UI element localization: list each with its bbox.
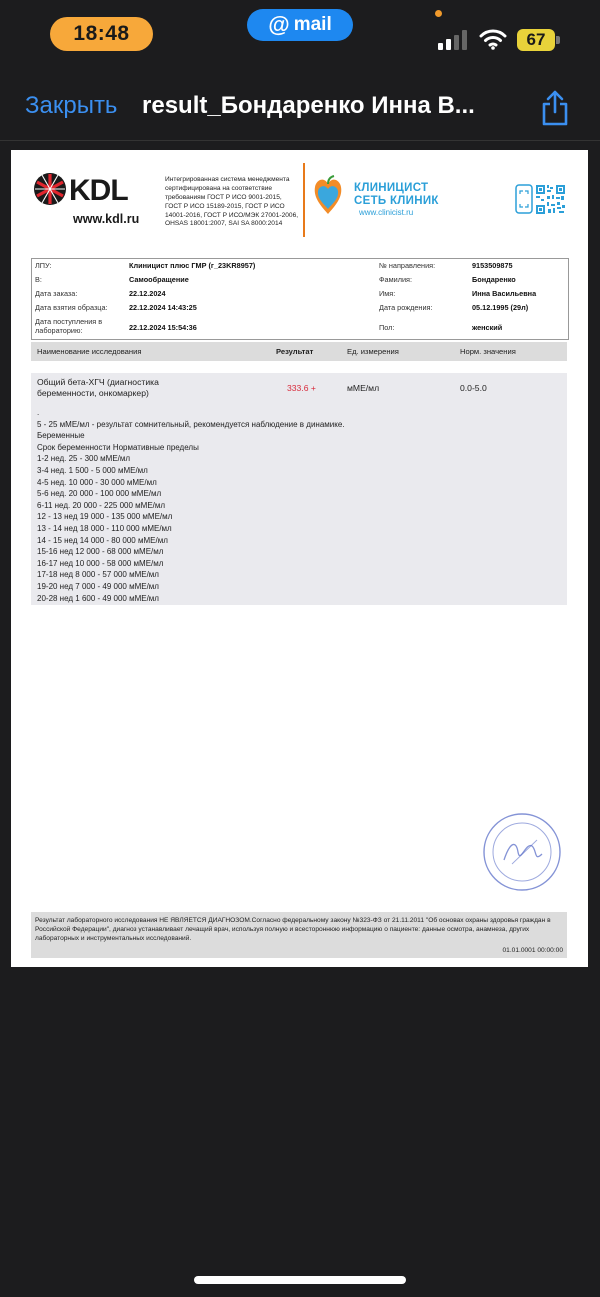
lpu-value: Клиницист плюс ГМР (г_23KR8957) [129,261,256,270]
surname-label: Фамилия: [379,275,413,284]
wifi-icon [479,28,507,50]
name-label: Имя: [379,289,396,298]
kdl-url: www.kdl.ru [73,212,140,226]
battery-level: 67 [517,29,555,51]
share-icon[interactable] [538,89,572,127]
comment-line: 3-4 нед. 1 500 - 5 000 мМЕ/мл [37,465,148,475]
result-value: 333.6 + [287,383,316,393]
navigation-bar [0,82,600,141]
result-norm: 0.0-5.0 [460,383,487,393]
clinic-url: www.clinicist.ru [359,208,414,217]
result-test-name: Общий бета-ХГЧ (диагностика беременности, онкомаркер) [37,377,159,398]
comment-line: 15-16 нед 12 000 - 68 000 мМЕ/мл [37,547,164,557]
kdl-logo [33,172,153,232]
header-result: Результат [276,347,314,356]
status-bar [0,0,600,70]
comment-line: 5-6 нед. 20 000 - 100 000 мМЕ/мл [37,489,162,499]
comment-line: 17-18 нед 8 000 - 57 000 мМЕ/мл [37,570,159,580]
birth-label: Дата рождения: [379,303,433,312]
home-indicator[interactable] [194,1276,406,1284]
comment-line: 19-20 нед 7 000 - 49 000 мМЕ/мл [37,581,159,591]
comment-line: 14 - 15 нед 14 000 - 80 000 мМЕ/мл [37,535,168,545]
at-icon: @ [268,12,290,37]
sample-date-value: 22.12.2024 14:43:25 [129,303,197,312]
name-value: Инна Васильевна [472,289,537,298]
sex-value: женский [472,323,503,332]
order-date-label: Дата заказа: [35,289,78,298]
comment-line: 1-2 нед. 25 - 300 мМЕ/мл [37,454,131,464]
result-comment [37,407,345,604]
patient-info-table [31,258,569,340]
lab-stamp-icon [482,812,562,892]
header-test-name: Наименование исследования [37,347,142,356]
qr-code-icon [535,184,566,215]
comment-line: 4-5 нед. 10 000 - 30 000 мМЕ/мл [37,477,157,487]
comment-line: Беременные [37,431,85,441]
mail-pill[interactable] [247,9,353,41]
document-page[interactable] [11,150,588,967]
comment-line: 12 - 13 нед 19 000 - 135 000 мМЕ/мл [37,512,173,522]
privacy-dot-icon [435,10,442,17]
time-pill[interactable] [50,17,153,51]
apple-heart-icon [313,174,343,218]
cellular-signal-icon [438,30,470,50]
comment-line: 13 - 14 нед 18 000 - 110 000 мМЕ/мл [37,523,172,533]
birth-value: 05.12.1995 (29л) [472,303,529,312]
lpu-label: ЛПУ: [35,261,52,270]
status-time: 18:48 [73,22,130,45]
header-divider [303,163,305,237]
referral-label: № направления: [379,261,436,270]
clinic-name-line1: КЛИНИЦИСТ [354,182,429,194]
order-date-value: 22.12.2024 [129,289,166,298]
result-block [31,373,567,605]
battery-indicator [517,29,561,51]
info-row-lab-date [32,317,568,337]
referral-value: 9153509875 [472,261,513,270]
footer-code: 01.01.0001 00:00:00 [502,947,563,954]
battery-tip-icon [556,36,560,44]
info-row-v [32,275,568,289]
comment-line: 6-11 нед. 20 000 - 225 000 мМЕ/мл [37,500,166,510]
comment-line: 16-17 нед 10 000 - 58 000 мМЕ/мл [37,558,164,568]
info-row-lpu [32,261,568,275]
info-row-sample-date [32,303,568,317]
kdl-wordmark: KDL [69,174,128,207]
footer-disclaimer: Результат лабораторного исследования НЕ ЯВЛЯЕТСЯ ДИАГНОЗОМ.Согласно федеральному закону №323-ФЗ от 21.11.2011 "Об основах охраны здоровья граждан в Российской Федерации", диагноз устанавливает лечащий врач, используя полную и всестороннюю информацию о пациенте: данные осмотра, анамнеза, других лабораторных и инструментальных исследований. [35,917,551,943]
surname-value: Бондаренко [472,275,516,284]
comment-line: Срок беременности Нормативные пределы [37,442,199,452]
comment-line: . [37,408,40,417]
close-button[interactable]: Закрыть [25,92,118,119]
result-unit: мМЕ/мл [347,383,380,393]
info-row-order-date [32,289,568,303]
lab-date-value: 22.12.2024 15:54:36 [129,323,197,332]
sample-date-label: Дата взятия образца: [35,303,108,312]
comment-line: 5 - 25 мМЕ/мл - результат сомнительный, рекомендуется наблюдение в динамике. [37,419,345,429]
mail-pill-label: mail [293,14,332,35]
header-norm: Норм. значения [460,347,516,356]
lab-date-label: Дата поступления в лабораторию: [35,317,103,335]
report-footer [31,912,567,958]
sex-label: Пол: [379,323,395,332]
v-value: Самообращение [129,275,189,284]
certification-text: Интегрированная система менеджмента сертифицирована на соответствие требованиям ГОСТ Р ИСО 9001-2015, ГОСТ Р ИСО 15189-2015, ГОСТ Р ИСО 14001-2016, ГОСТ Р ИСО/МЭК 27001-2006, OHSAS 18001:2007, SAI SA 8000:2014 [165,176,299,228]
header-unit: Ед. измерения [347,347,399,356]
kdl-emblem-icon [33,172,67,206]
v-label: В: [35,275,42,284]
scan-frame-icon [515,184,533,214]
document-title: result_Бондаренко Инна В... [142,92,475,119]
results-header [31,342,567,361]
clinic-name-line2: СЕТЬ КЛИНИК [354,195,439,207]
comment-line: 20-28 нед 1 600 - 49 000 мМЕ/мл [37,593,159,603]
